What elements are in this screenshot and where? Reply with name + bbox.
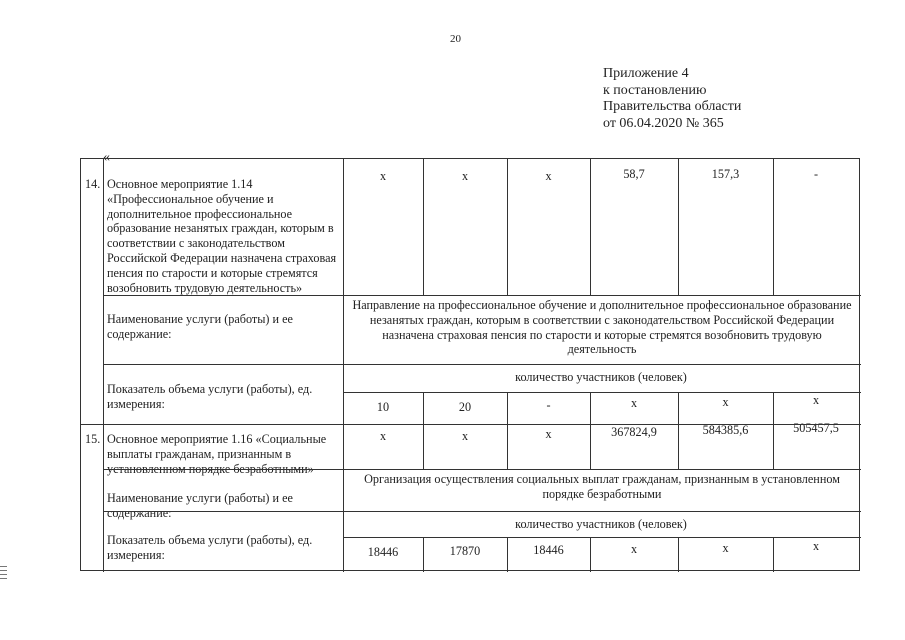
value-cell: х xyxy=(379,429,387,443)
service-label: Наименование услуги (работы) и ее содержание: xyxy=(107,312,293,341)
value-cell: х xyxy=(545,427,552,441)
value-cell: 584385,6 xyxy=(702,423,749,437)
page-number: 20 xyxy=(450,33,461,45)
indicator-label: Показатель объема услуги (работы), ед. измерения: xyxy=(107,382,313,411)
column-divider xyxy=(678,537,679,572)
row-divider xyxy=(103,469,861,470)
opening-quote: « xyxy=(103,150,110,165)
value-cell: 58,7 xyxy=(623,167,645,181)
program-table xyxy=(80,158,860,571)
event-name: Основное мероприятие 1.14 «Профессиональное обучение и дополнительное профессиональное образование незанятых граждан, которым в соответствии с законодательством Российской Федерации назначена страховая пенсия по старости и которые стремятся возобновить трудовую деятельность» xyxy=(107,177,337,295)
column-divider xyxy=(773,159,774,295)
column-divider xyxy=(590,537,591,572)
annex-line: Правительства области xyxy=(603,99,742,114)
service-text: Организация осуществления социальных выплат гражданам, признанным в установленном порядке безработными xyxy=(364,472,840,501)
column-divider xyxy=(507,537,508,572)
annex-line: от 06.04.2020 № 365 xyxy=(603,115,724,131)
indicator-unit: количество участников (человек) xyxy=(515,517,687,531)
scan-edge-marks xyxy=(0,566,7,582)
indicator-value: 18446 xyxy=(367,545,399,559)
event-name: Основное мероприятие 1.16 «Социальные выплаты гражданам, признанным в установленном порядке безработными» xyxy=(107,432,327,476)
value-cell: х xyxy=(545,169,552,183)
row-number: 15. xyxy=(85,432,101,446)
indicator-value: х xyxy=(722,541,729,555)
column-divider xyxy=(773,392,774,424)
indicator-unit: количество участников (человек) xyxy=(515,370,687,384)
row-divider xyxy=(81,424,861,425)
column-divider xyxy=(590,159,591,295)
annex-header xyxy=(603,66,741,132)
column-divider xyxy=(423,159,424,295)
column-divider xyxy=(678,424,679,469)
column-divider xyxy=(773,537,774,572)
column-divider xyxy=(590,392,591,424)
indicator-value: х xyxy=(812,393,820,407)
value-cell: 505457,5 xyxy=(793,421,839,435)
indicator-value: х xyxy=(630,396,638,410)
row-divider xyxy=(103,511,861,512)
column-divider xyxy=(773,424,774,469)
column-divider xyxy=(423,537,424,572)
row-divider xyxy=(103,295,861,296)
indicator-value: 20 xyxy=(458,400,472,414)
annex-line: к постановлению xyxy=(603,82,707,98)
value-cell: 157,3 xyxy=(711,167,740,181)
row-divider xyxy=(343,537,861,538)
row-divider xyxy=(343,392,861,393)
indicator-value: 10 xyxy=(376,400,390,414)
column-divider xyxy=(507,424,508,469)
column-divider xyxy=(507,159,508,295)
service-text: Направление на профессиональное обучение и дополнительное профессиональное образование незанятых граждан, которым в соответствии с законодательством Российской Федерации назначена страховая пенсия по старости и которые стремятся возобновить трудовую деятельность xyxy=(352,298,852,357)
annex-line: Приложение 4 xyxy=(603,66,689,81)
column-divider xyxy=(423,392,424,424)
column-divider xyxy=(507,392,508,424)
indicator-value: х xyxy=(722,395,729,409)
indicator-value: 17870 xyxy=(449,544,481,558)
row-number: 14. xyxy=(85,177,101,191)
value-cell: 367824,9 xyxy=(611,425,657,439)
indicator-label: Показатель объема услуги (работы), ед. измерения: xyxy=(107,533,313,562)
indicator-value: - xyxy=(546,398,551,412)
indicator-value: 18446 xyxy=(533,543,564,557)
value-cell: х xyxy=(461,429,469,443)
column-divider xyxy=(590,424,591,469)
column-divider xyxy=(423,424,424,469)
indicator-value: х xyxy=(630,542,638,556)
indicator-value: х xyxy=(812,539,820,553)
row-divider xyxy=(103,364,861,365)
service-label: Наименование услуги (работы) и ее содержание: xyxy=(107,491,293,520)
column-divider xyxy=(678,159,679,295)
column-divider xyxy=(678,392,679,424)
value-cell: х xyxy=(379,169,387,183)
value-cell: - xyxy=(813,167,819,181)
value-cell: х xyxy=(461,169,469,183)
